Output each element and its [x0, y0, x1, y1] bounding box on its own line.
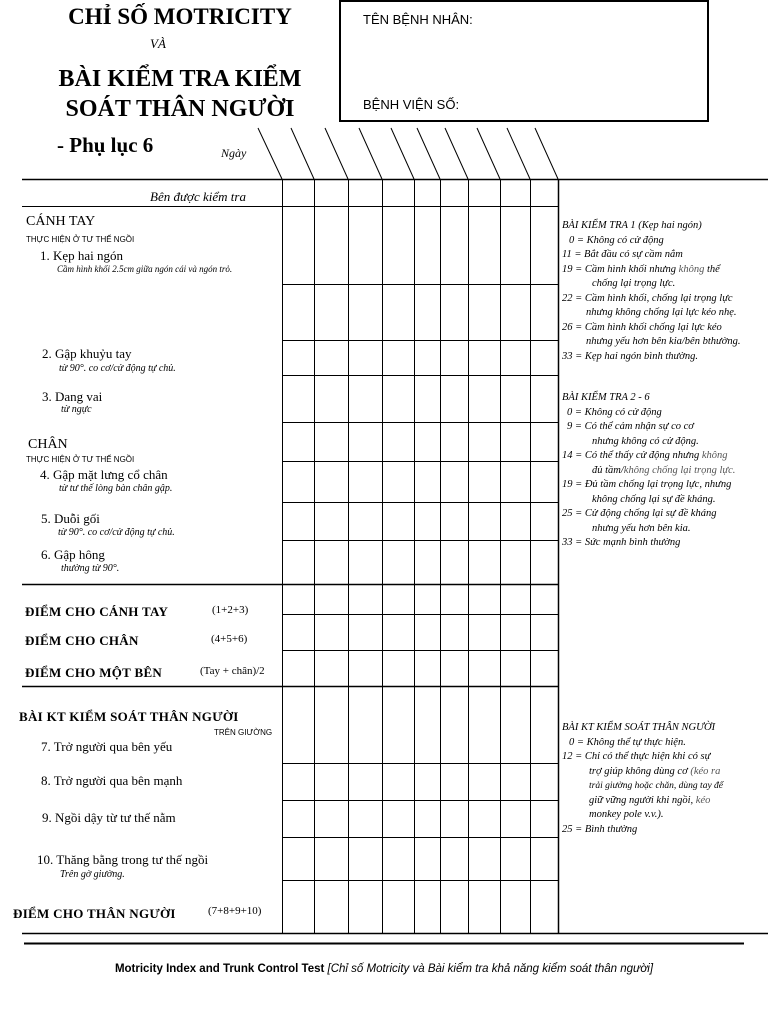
- item-8-label: 8. Trở người qua bên mạnh: [41, 773, 183, 788]
- side-score-formula: (Tay + chân)/2: [200, 665, 265, 677]
- item-4-label: 4. Gập mặt lưng cổ chân: [40, 467, 168, 482]
- key2-line: 19 = Đủ tầm chống lại trọng lực, nhưng: [562, 479, 732, 490]
- key1-line: chống lại trọng lực.: [592, 278, 676, 289]
- item-1-note: Cầm hình khối 2.5cm giữa ngón cái và ngón trỏ.: [57, 264, 233, 274]
- trunk-heading: BÀI KT KIỂM SOÁT THÂN NGƯỜI: [19, 709, 239, 724]
- key3-line: 12 = Chỉ có thể thực hiện khi có sự: [562, 751, 711, 762]
- key1-title: BÀI KIỂM TRA 1 (Kẹp hai ngón): [562, 220, 702, 231]
- item-2-note: từ 90°. co cơ/cử động tự chủ.: [59, 363, 176, 374]
- trunk-score-label: ĐIỂM CHO THÂN NGƯỜI: [13, 906, 176, 921]
- item-7-label: 7. Trở người qua bên yếu: [41, 739, 173, 754]
- arm-position: THỰC HIỆN Ở TƯ THẾ NGỒI: [26, 235, 135, 244]
- arm-heading: CÁNH TAY: [26, 214, 96, 229]
- item-1-label: 1. Kẹp hai ngón: [40, 248, 124, 263]
- key2-line: nhưng không có cử động.: [592, 435, 699, 447]
- item-3-note: từ ngực: [61, 404, 92, 415]
- key3-line: trợ giúp không dùng cơ (kéo ra: [589, 765, 721, 777]
- key2-line: không chống lại sự đề kháng.: [592, 493, 716, 505]
- key2-line: 14 = Có thể thấy cử động nhưng không: [562, 450, 728, 461]
- key2-line: 0 = Không có cử động: [567, 406, 662, 418]
- item-5-note: từ 90°. co cơ/cử động tự chủ.: [58, 527, 175, 538]
- title-line-4: SOÁT THÂN NGƯỜI: [65, 96, 295, 122]
- item-6-label: 6. Gập hông: [41, 547, 105, 562]
- key3-line: 0 = Không thể tự thực hiện.: [569, 736, 686, 748]
- key3-line: trải giường hoặc chăn, dùng tay để: [589, 781, 723, 791]
- item-2-label: 2. Gập khuỷu tay: [42, 346, 132, 361]
- leg-score-formula: (4+5+6): [211, 633, 248, 645]
- title-line-1: CHỈ SỐ MOTRICITY: [68, 4, 292, 29]
- patient-name-label: TÊN BỆNH NHÂN:: [363, 12, 473, 27]
- key1-line: 19 = Cầm hình khối nhưng không thể: [562, 263, 720, 275]
- date-label: Ngày: [221, 146, 247, 160]
- side-tested-label: Bên được kiểm tra: [150, 189, 246, 204]
- key2-line: 9 = Có thể cảm nhận sự co cơ: [567, 421, 694, 432]
- item-10-note: Trên gờ giường.: [60, 869, 125, 880]
- leg-heading: CHÂN: [28, 437, 68, 452]
- key1-block: [562, 219, 740, 364]
- key1-line: nhưng yếu hơn bên kia/bên bthường.: [586, 336, 741, 347]
- item-10-label: 10. Thăng bằng trong tư thế ngồi: [37, 852, 209, 867]
- hospital-number-label: BỆNH VIỆN SỐ:: [363, 97, 460, 112]
- key2-block: [562, 391, 735, 551]
- footer-caption-italic: [Chỉ số Motricity và Bài kiểm tra khả năng kiểm soát thân người]: [327, 963, 654, 975]
- key2-title: BÀI KIỂM TRA 2 - 6: [562, 392, 650, 403]
- key1-line: 0 = Không có cử động: [569, 234, 664, 246]
- appendix-label: - Phụ lục 6: [57, 133, 154, 157]
- item-9-label: 9. Ngồi dậy từ tư thế nằm: [42, 810, 176, 825]
- key2-line: 25 = Cử động chống lại sự đề kháng: [562, 508, 717, 519]
- leg-position: THỰC HIỆN Ở TƯ THẾ NGỒI: [26, 455, 135, 464]
- key2-line: đủ tầm/không chống lại trọng lực.: [592, 464, 736, 476]
- key3-block: [562, 721, 723, 837]
- key1-line: 11 = Bắt đầu có sự cầm nắm: [562, 249, 683, 260]
- key1-line: 26 = Cầm hình khối chống lại lực kéo: [562, 321, 722, 333]
- arm-score-formula: (1+2+3): [212, 604, 249, 616]
- key3-line: giữ vững người khi ngồi, kéo: [589, 794, 711, 806]
- item-6-note: thường từ 90°.: [61, 563, 120, 574]
- key1-line: 33 = Kẹp hai ngón bình thường.: [562, 350, 698, 362]
- key3-line: 25 = Bình thường: [562, 823, 638, 835]
- key1-line: 22 = Cầm hình khối, chống lại trọng lực: [562, 292, 733, 304]
- key1-line: nhưng không chống lại lực kéo nhẹ.: [586, 307, 737, 318]
- footer-caption-bold: Motricity Index and Trunk Control Test: [114, 963, 325, 975]
- key3-line: monkey pole v.v.).: [589, 809, 664, 820]
- leg-score-label: ĐIỂM CHO CHÂN: [25, 633, 139, 648]
- title-line-3: BÀI KIỂM TRA KIỂM: [58, 66, 302, 92]
- title-line-2: VÀ: [150, 36, 166, 51]
- trunk-position: TRÊN GIƯỜNG: [214, 728, 273, 737]
- footer-caption: [0, 963, 768, 975]
- key2-line: nhưng yếu hơn bên kia.: [592, 522, 691, 534]
- item-5-label: 5. Duỗi gối: [41, 511, 100, 526]
- key2-line: 33 = Sức mạnh bình thường: [562, 537, 681, 548]
- key3-title: BÀI KT KIỂM SOÁT THÂN NGƯỜI: [562, 722, 716, 733]
- trunk-score-formula: (7+8+9+10): [208, 905, 262, 917]
- item-4-note: từ tư thế lòng bàn chân gập.: [59, 483, 173, 494]
- arm-score-label: ĐIỂM CHO CÁNH TAY: [25, 604, 169, 619]
- side-score-label: ĐIỂM CHO MỘT BÊN: [25, 665, 163, 680]
- item-3-label: 3. Dang vai: [42, 389, 103, 404]
